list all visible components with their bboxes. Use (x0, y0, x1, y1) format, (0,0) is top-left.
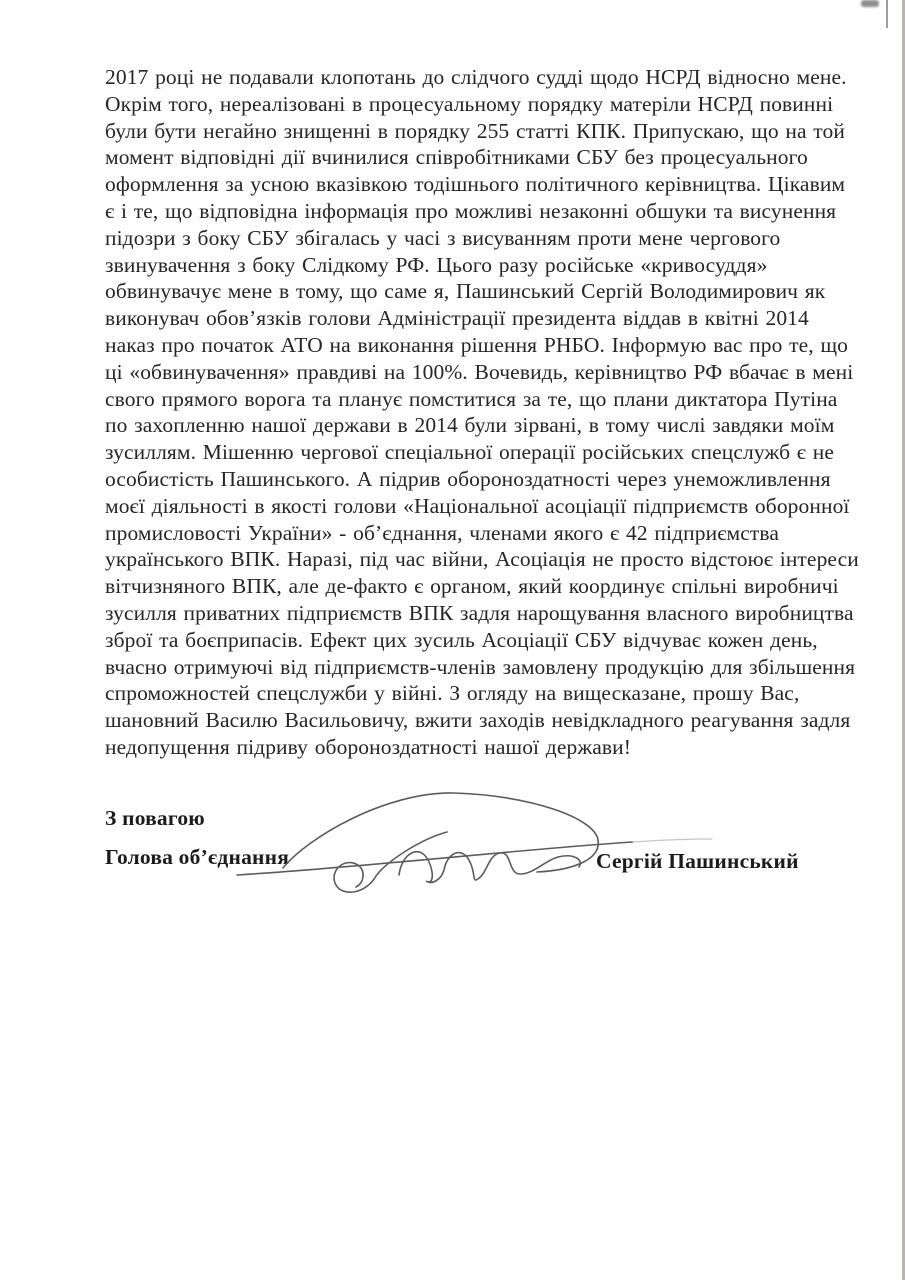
body-line: спроможностей спецслужби у війні. З огляду на вищесказане, прошу Вас, (105, 681, 800, 706)
body-line: звинувачення з боку Слідкому РФ. Цього разу російське «кривосуддя» (105, 252, 768, 277)
body-line: наказ про початок АТО на виконання рішення РНБО. Інформую вас про те, що (105, 332, 848, 357)
body-line: особистість Пашинського. А підрив обороноздатності через унеможливлення (105, 466, 831, 491)
body-line: зусилля приватних підприємств ВПК задля нарощування власного виробництва (105, 600, 854, 625)
closing-regards: З повагою (105, 806, 205, 830)
closing-role: Голова об’єднання (105, 845, 290, 869)
body-line: шановний Василю Васильовичу, вжити заходів невідкладного реагування задля (105, 708, 851, 733)
body-line: є і те, що відповідна інформація про можливі незаконні обшуки та висунення (105, 198, 837, 223)
body-line: недопущення підриву обороноздатності нашої держави! (105, 734, 632, 759)
signer-name: Сергій Пашинський (596, 849, 799, 873)
letter-body (105, 64, 880, 761)
body-line: моєї діяльності в якості голови «Національної асоціації підприємств оборонної (105, 493, 850, 518)
body-line: були бути негайно знищенні в порядку 255 статті КПК. Припускаю, що на той (105, 118, 845, 143)
scan-artifact-corner (886, 0, 888, 28)
body-line: промисловості України» - об’єднання, членами якого є 42 підприємства (105, 520, 779, 545)
scan-artifact-smudge (861, 0, 879, 7)
body-line: оформлення за усною вказівкою тодішнього політичного керівництва. Цікавим (105, 172, 846, 197)
body-line: свого прямого ворога та планує помститися за те, що плани диктатора Путіна (105, 386, 838, 411)
body-line: вчасно отримуючі від підприємств-членів замовлену продукцію для збільшення (105, 654, 856, 679)
body-line: вітчизняного ВПК, але де-факто є органом, який координує спільні виробничі (105, 574, 839, 599)
body-line: Окрім того, нереалізовані в процесуальному порядку матеріли НСРД повинні (105, 91, 834, 116)
body-line: по захопленню нашої держави в 2014 були зірвані, в тому числі завдяки моїм (105, 413, 835, 438)
body-line: ці «обвинувачення» правдиві на 100%. Вочевидь, керівництво РФ вбачає в мені (105, 359, 854, 384)
body-line: виконувач обов’язків голови Адміністрації президента віддав в квітні 2014 (105, 306, 809, 331)
body-line: обвинувачує мене в тому, що саме я, Пашинський Сергій Володимирович як (105, 279, 826, 304)
body-line: підозри з боку СБУ збігалась у часі з висуванням проти мене чергового (105, 225, 781, 250)
body-line: момент відповідні дії вчинилися співробітниками СБУ без процесуального (105, 145, 808, 170)
body-line: 2017 році не подавали клопотань до слідчого судді щодо НСРД відносно мене. (105, 65, 847, 89)
body-line: зброї та боєприпасів. Ефект цих зусиль Асоціації СБУ відчуває кожен день, (105, 627, 818, 652)
body-line: українського ВПК. Наразі, під час війни, Асоціація не просто відстоює інтереси (105, 547, 859, 572)
body-line: зусиллям. Мішенню чергової спеціальної операції російських спецслужб є не (105, 440, 835, 465)
